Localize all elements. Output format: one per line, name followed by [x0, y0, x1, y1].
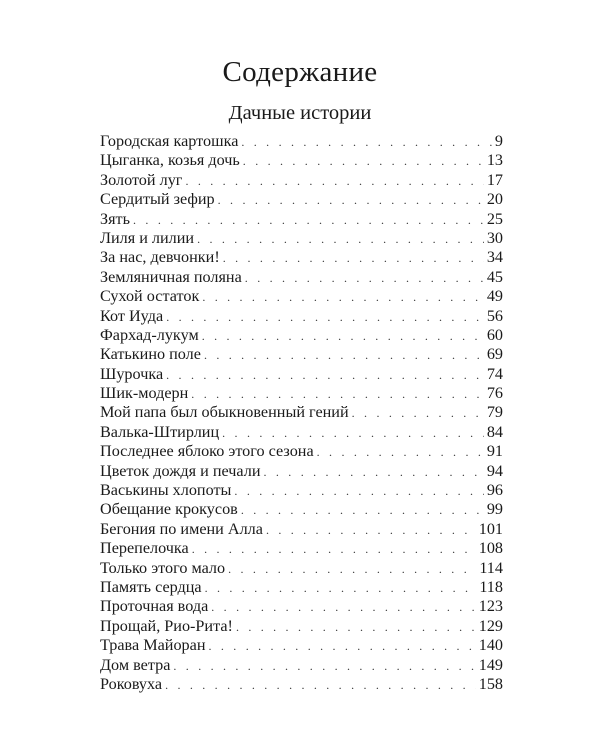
toc-entry-page-number: 17	[486, 170, 503, 189]
toc-entry-page-number: 158	[478, 674, 503, 693]
toc-entry-page-number: 140	[478, 636, 503, 655]
toc-entry-title: Шурочка	[100, 364, 164, 383]
toc-entry[interactable]	[100, 617, 503, 636]
section-title: Дачные истории	[228, 102, 372, 124]
toc-entry-title: Обещание крокусов	[100, 500, 238, 519]
toc-dot-leader	[204, 346, 484, 365]
toc-entry-title: Сердитый зефир	[100, 190, 215, 209]
toc-entry[interactable]	[100, 151, 503, 170]
toc-dot-leader	[202, 327, 484, 346]
toc-entry-title: Роковуха	[100, 674, 163, 693]
toc-entry[interactable]	[100, 365, 503, 384]
toc-dot-leader	[352, 404, 484, 423]
toc-dot-leader	[228, 560, 476, 579]
toc-entry-page-number: 74	[486, 364, 503, 383]
toc-dot-leader	[241, 501, 484, 520]
toc-entry-title: Васькины хлопоты	[100, 481, 232, 500]
toc-entry-title: Прощай, Рио-Рита!	[100, 616, 233, 635]
toc-entry-title: Цыганка, козья дочь	[100, 151, 240, 170]
toc-entry-page-number: 84	[486, 422, 503, 441]
toc-entry-title: Дом ветра	[100, 655, 171, 674]
toc-entry-page-number: 45	[486, 267, 503, 286]
toc-dot-leader	[223, 249, 484, 268]
toc-entry[interactable]	[100, 423, 503, 442]
toc-entry-title: Зять	[100, 209, 131, 228]
toc-entry[interactable]	[100, 171, 503, 190]
toc-entry-title: Трава Майоран	[100, 636, 206, 655]
toc-entry[interactable]	[100, 345, 503, 364]
toc-entry[interactable]	[100, 190, 503, 209]
toc-dot-leader	[243, 152, 484, 171]
toc-dot-leader	[241, 133, 492, 152]
toc-entry-title: Мой папа был обыкновенный гений	[100, 403, 349, 422]
toc-entry-page-number: 76	[486, 384, 503, 403]
toc-entry-page-number: 69	[486, 345, 503, 364]
toc-entry-page-number: 94	[486, 461, 503, 480]
toc-dot-leader	[166, 308, 484, 327]
toc-dot-leader	[165, 676, 476, 695]
toc-dot-leader	[191, 385, 484, 404]
toc-entry[interactable]	[100, 229, 503, 248]
toc-entry[interactable]	[100, 636, 503, 655]
toc-entry[interactable]	[100, 384, 503, 403]
toc-entry-title: Последнее яблоко этого сезона	[100, 442, 314, 461]
toc-entry-page-number: 34	[486, 248, 503, 267]
toc-entry-page-number: 96	[486, 481, 503, 500]
toc-dot-leader	[166, 366, 484, 385]
toc-entry-title: Память сердца	[100, 577, 202, 596]
toc-entry-title: Бегония по имени Алла	[100, 519, 263, 538]
toc-entry[interactable]	[100, 248, 503, 267]
toc-entry[interactable]	[100, 462, 503, 481]
toc-dot-leader	[133, 211, 484, 230]
toc-entry-page-number: 20	[486, 190, 503, 209]
toc-entry[interactable]	[100, 326, 503, 345]
toc-entry[interactable]	[100, 539, 503, 558]
toc-dot-leader	[218, 191, 484, 210]
toc-entry-page-number: 108	[478, 539, 503, 558]
toc-entry-title: Катькино поле	[100, 345, 201, 364]
toc-entry[interactable]	[100, 597, 503, 616]
toc-dot-leader	[197, 230, 484, 249]
toc-entry-page-number: 149	[478, 655, 503, 674]
toc-entry-page-number: 118	[479, 577, 503, 596]
toc-entry[interactable]	[100, 675, 503, 694]
toc-entry-page-number: 114	[479, 558, 503, 577]
toc-entry[interactable]	[100, 287, 503, 306]
toc-entry[interactable]	[100, 403, 503, 422]
toc-entry-page-number: 129	[478, 616, 503, 635]
page-title: Содержание	[222, 56, 378, 88]
toc-dot-leader	[317, 443, 484, 462]
toc-entry[interactable]	[100, 307, 503, 326]
toc-dot-leader	[205, 579, 477, 598]
toc-entry-title: Только этого мало	[100, 558, 226, 577]
toc-entry-title: Сухой остаток	[100, 287, 200, 306]
toc-entry-title: Проточная вода	[100, 597, 209, 616]
toc-dot-leader	[209, 637, 476, 656]
toc-dot-leader	[173, 657, 475, 676]
toc-dot-leader	[245, 269, 484, 288]
toc-entry-title: Фархад-лукум	[100, 325, 199, 344]
toc-entry-page-number: 101	[478, 519, 503, 538]
toc-entry-title: Кот Иуда	[100, 306, 164, 325]
toc-entry-page-number: 25	[486, 209, 503, 228]
toc-entry-page-number: 79	[486, 403, 503, 422]
toc-entry[interactable]	[100, 268, 503, 287]
toc-entry[interactable]	[100, 132, 503, 151]
toc-dot-leader	[234, 482, 483, 501]
toc-entry-page-number: 91	[486, 442, 503, 461]
toc-entry-title: Цветок дождя и печали	[100, 461, 261, 480]
toc-dot-leader	[211, 598, 475, 617]
toc-dot-leader	[236, 618, 476, 637]
toc-entry-page-number: 123	[478, 597, 503, 616]
toc-entry-title: За нас, девчонки!	[100, 248, 220, 267]
toc-entry-title: Перепелочка	[100, 539, 189, 558]
toc-entry-page-number: 30	[486, 228, 503, 247]
toc-entry-page-number: 49	[486, 287, 503, 306]
toc-entry-page-number: 56	[486, 306, 503, 325]
toc-entry[interactable]	[100, 442, 503, 461]
toc-entry-page-number: 9	[494, 132, 503, 150]
toc-entry[interactable]	[100, 520, 503, 539]
toc-entry[interactable]	[100, 578, 503, 597]
toc-dot-leader	[185, 172, 483, 191]
toc-entry[interactable]	[100, 656, 503, 675]
toc-entry-title: Шик-модерн	[100, 384, 189, 403]
toc-entry[interactable]	[100, 210, 503, 229]
toc-dot-leader	[202, 288, 484, 307]
toc-entry[interactable]	[100, 559, 503, 578]
toc-entry-page-number: 60	[486, 325, 503, 344]
toc-dot-leader	[222, 424, 484, 443]
toc-entry-title: Лиля и лилии	[100, 228, 195, 247]
toc-entry-title: Золотой луг	[100, 170, 183, 189]
toc-dot-leader	[192, 540, 476, 559]
toc-entry-title: Валька-Штирлиц	[100, 422, 220, 441]
toc-entry[interactable]	[100, 481, 503, 500]
toc-dot-leader	[264, 463, 484, 482]
table-of-contents	[100, 132, 503, 694]
toc-entry[interactable]	[100, 500, 503, 519]
toc-entry-title: Городская картошка	[100, 132, 239, 150]
toc-entry-page-number: 99	[486, 500, 503, 519]
toc-entry-page-number: 13	[486, 151, 503, 170]
toc-entry-title: Земляничная поляна	[100, 267, 242, 286]
toc-dot-leader	[266, 521, 476, 540]
